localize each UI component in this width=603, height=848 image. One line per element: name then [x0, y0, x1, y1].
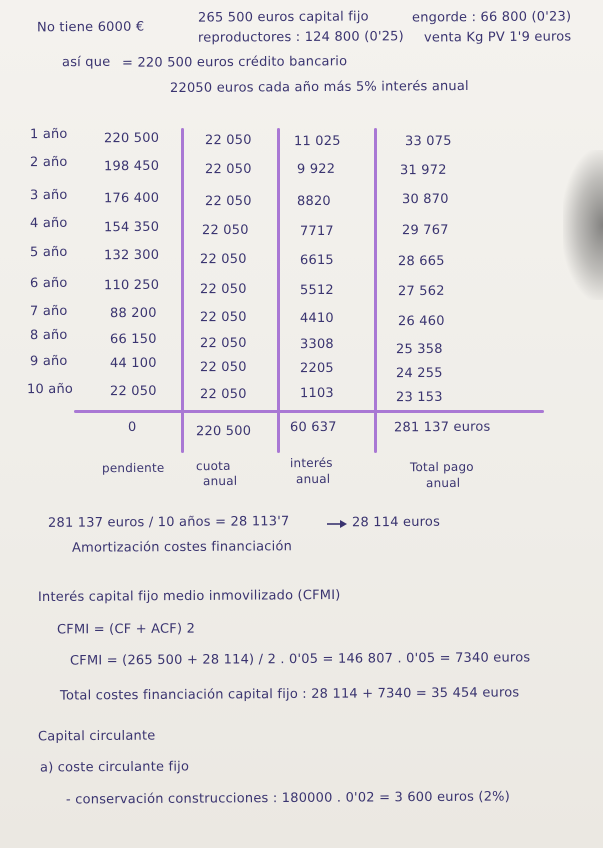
total-pending: 0 [127, 419, 137, 436]
label-cuota: cuota [195, 458, 231, 474]
label-interes-anual: anual [295, 471, 331, 487]
arrow-right-icon [326, 518, 348, 530]
credito-text: = 220 500 euros crédito bancario [121, 54, 348, 71]
division-result: 28 114 euros [351, 514, 441, 531]
amortizacion-text: Amortización costes financiación [71, 539, 293, 556]
label-cuota-anual: anual [202, 473, 238, 489]
label-total-pago: Total pago [409, 459, 474, 475]
total-cuota: 220 500 [195, 423, 252, 440]
circulante-a: a) coste circulante fijo [39, 759, 190, 776]
table-total-line [74, 410, 544, 413]
anual-text: 22050 euros cada año más 5% interés anual [169, 78, 469, 97]
label-total-anual: anual [425, 475, 461, 491]
cfmi-formula: CFMI = (CF + ACF) 2 [56, 621, 196, 638]
table-divider [181, 128, 184, 453]
circulante-title: Capital circulante [37, 728, 156, 745]
cfmi-total: Total costes financiación capital fijo : 28 114 + 7340 = 35 454 euros [59, 685, 520, 704]
table-divider [277, 128, 280, 453]
total-pago: 281 137 euros [393, 419, 491, 436]
reproductores-text: reproductores : 124 800 (0'25) [197, 29, 404, 46]
engorde-text: engorde : 66 800 (0'23) [411, 9, 572, 26]
shadow [563, 150, 603, 300]
cfmi-title: Interés capital fijo medio inmovilizado (CFMI) [37, 587, 341, 606]
asi-que-text: así que [61, 54, 111, 71]
no-tiene-text: No tiene 6000 € [36, 19, 145, 36]
label-interes: interés [289, 455, 333, 471]
capital-fijo-text: 265 500 euros capital fijo [197, 9, 369, 26]
conservacion-text: - conservación construcciones : 180000 . 0'02 = 3 600 euros (2%) [65, 789, 511, 808]
cfmi-line: CFMI = (265 500 + 28 114) / 2 . 0'05 = 146 807 . 0'05 = 7340 euros [69, 650, 531, 669]
notebook-page: No tiene 6000 € 265 500 euros capital fijo engorde : 66 800 (0'23) reproductores : 124 800 (0'25) venta Kg PV 1'9 euros así que = 220 500 euros crédito bancario 22050 euros cada año más 5% interés anual 1 año 220 500 22 050 11 025 33 075 2 año 198 450 22 050 9 922 31 972 3 año 176 400 22 050 8820 30 870 4 año 154 350 22 050 7717 29 767 5 año 132 300 22 050 6615 28 665 6 año 110 250 22 050 5512 27 562 7 año 88 200 22 050 4410 26 460 8 año 66 150 22 050 3308 25 358 9 año 44 100 22 050 2205 24 255 10 año 22 050 22 050 1103 23 153 0 220 500 60 637 281 137 euros pendiente cuota anual interés anual Total pago anual 281 137 euros / 10 años = 28 113'7 28 114 euros Amortización costes financiación Interés capital fijo medio inmovilizado (CFMI) CFMI = (CF + ACF) 2 CFMI = (265 500 + 28 114) / 2 . 0'05 = 146 807 . 0'05 = 7340 euros Total costes financiación capital fijo : 28 114 + 7340 = 35 454 euros Capital circulante a) coste circulante fijo - conservación construcciones : 180000 . 0'02 = 3 600 euros (2%) [0, 0, 603, 848]
venta-text: venta Kg PV 1'9 euros [423, 29, 572, 46]
table-divider [374, 128, 377, 453]
division-text: 281 137 euros / 10 años = 28 113'7 [47, 514, 290, 531]
total-interes: 60 637 [289, 419, 337, 436]
label-pendiente: pendiente [101, 460, 165, 476]
